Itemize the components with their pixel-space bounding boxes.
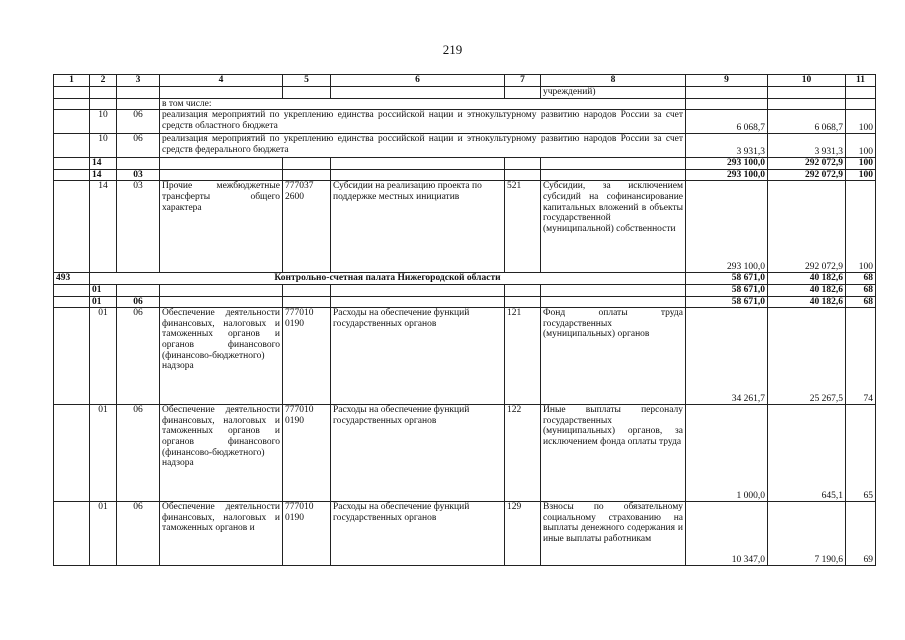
table-row — [54, 296, 876, 308]
cell-plan: 58 671,0 — [686, 273, 768, 285]
cell-plan: 34 261,7 — [686, 308, 768, 405]
cell-percent: 74 — [846, 308, 876, 405]
cell-percent: 69 — [846, 502, 876, 566]
budget-table — [53, 74, 876, 566]
cont-c8: учреждений) — [541, 87, 686, 99]
cell-percent: 100 — [846, 158, 876, 170]
header-cell: 8 — [541, 75, 686, 87]
cell-target-name: Расходы на обеспечение функций государственных органов — [331, 502, 505, 566]
cell-percent: 68 — [846, 284, 876, 296]
header-cell: 5 — [283, 75, 331, 87]
cell-actual: 292 072,9 — [768, 158, 846, 170]
cell-actual: 40 182,6 — [768, 296, 846, 308]
cell-percent: 65 — [846, 405, 876, 502]
cell-subsection: 03 — [117, 169, 160, 181]
cell-target-code: 777010 0190 — [283, 308, 331, 405]
ministry-title: Контрольно-счетная палата Нижегородской области — [90, 273, 686, 285]
cell-plan: 293 100,0 — [686, 158, 768, 170]
cell-subsection: 06 — [117, 405, 160, 502]
cell-plan: 58 671,0 — [686, 296, 768, 308]
cell-expense-code: 122 — [505, 405, 541, 502]
cell-section-name: Прочие межбюджетные трансферты общего характера — [160, 181, 283, 273]
cell-expense-name: Иные выплаты персоналу государственных (муниципальных) органов, за исключением фонда оплаты труда — [541, 405, 686, 502]
cell-actual: 3 931,3 — [768, 134, 846, 158]
cell-expense-name: Фонд оплаты труда государственных (муниципальных) органов — [541, 308, 686, 405]
table-row — [54, 134, 876, 158]
cell-expense-code: 129 — [505, 502, 541, 566]
cell-section: 10 — [90, 134, 117, 158]
cell-target-name: Расходы на обеспечение функций государственных органов — [331, 405, 505, 502]
cell-subsection: 06 — [117, 134, 160, 158]
cell-subsection: 06 — [117, 296, 160, 308]
header-cell: 11 — [846, 75, 876, 87]
including-label: в том числе: — [160, 98, 686, 110]
cell-plan: 293 100,0 — [686, 181, 768, 273]
cell-actual: 40 182,6 — [768, 284, 846, 296]
cell-section-name: Обеспечение деятельности финансовых, налоговых и таможенных органов и органов финансового (финансово-бюджетного) надзора — [160, 405, 283, 502]
cell-expense-name: Взносы по обязательному социальному страхованию на выплаты денежного содержания и иные выплаты работникам — [541, 502, 686, 566]
cell-expense-code: 521 — [505, 181, 541, 273]
cell-percent: 68 — [846, 296, 876, 308]
header-cell: 1 — [54, 75, 90, 87]
header-cell: 3 — [117, 75, 160, 87]
table-row — [54, 405, 876, 502]
cell-section: 14 — [90, 169, 117, 181]
table-row — [54, 308, 876, 405]
cell-percent: 68 — [846, 273, 876, 285]
table-row — [54, 181, 876, 273]
cell-target-name: Расходы на обеспечение функций государственных органов — [331, 308, 505, 405]
table-row — [54, 110, 876, 134]
cell-section-name: Обеспечение деятельности финансовых, налоговых и таможенных органов и — [160, 502, 283, 566]
header-cell: 6 — [331, 75, 505, 87]
continuation-row — [54, 87, 876, 99]
cell-plan: 58 671,0 — [686, 284, 768, 296]
cell-section: 10 — [90, 110, 117, 134]
cell-percent: 100 — [846, 169, 876, 181]
cell-expense-name: Субсидии, за исключением субсидий на софинансирование капитальных вложений в объекты государственной (муниципальной) собственности — [541, 181, 686, 273]
cell-plan: 1 000,0 — [686, 405, 768, 502]
cell-actual: 645,1 — [768, 405, 846, 502]
cell-section: 01 — [90, 405, 117, 502]
table-row — [54, 158, 876, 170]
cell-section: 14 — [90, 158, 117, 170]
cell-actual: 7 190,6 — [768, 502, 846, 566]
cell-target-code: 777010 0190 — [283, 405, 331, 502]
cell-section-name: Обеспечение деятельности финансовых, налоговых и таможенных органов и органов финансового (финансово-бюджетного) надзора — [160, 308, 283, 405]
cell-section: 01 — [90, 296, 117, 308]
cell-expense-code: 121 — [505, 308, 541, 405]
cell-percent: 100 — [846, 134, 876, 158]
cell-target-code: 777037 2600 — [283, 181, 331, 273]
cell-percent: 100 — [846, 110, 876, 134]
header-row — [54, 75, 876, 87]
table-row — [54, 502, 876, 566]
header-cell: 7 — [505, 75, 541, 87]
cell-percent: 100 — [846, 181, 876, 273]
cell-actual: 25 267,5 — [768, 308, 846, 405]
cell-section: 14 — [90, 181, 117, 273]
cell-subsection: 03 — [117, 181, 160, 273]
cell-actual: 40 182,6 — [768, 273, 846, 285]
cell-actual: 6 068,7 — [768, 110, 846, 134]
cell-plan: 10 347,0 — [686, 502, 768, 566]
cell-subsection: 06 — [117, 502, 160, 566]
cell-plan: 6 068,7 — [686, 110, 768, 134]
cell-section: 01 — [90, 308, 117, 405]
row-description: реализация мероприятий по укреплению единства российской нации и этнокультурному развитию народов России за счет средств федерального бюджета — [160, 134, 686, 158]
cell-subsection: 06 — [117, 308, 160, 405]
row-description: реализация мероприятий по укреплению единства российской нации и этнокультурному развитию народов России за счет средств областного бюджета — [160, 110, 686, 134]
cell-subsection: 06 — [117, 110, 160, 134]
header-cell: 9 — [686, 75, 768, 87]
including-row — [54, 98, 876, 110]
cell-section: 01 — [90, 284, 117, 296]
cell-target-code: 777010 0190 — [283, 502, 331, 566]
page-number: 219 — [442, 42, 463, 57]
cell-ministry-code: 493 — [54, 273, 90, 285]
cell-section: 01 — [90, 502, 117, 566]
cell-plan: 293 100,0 — [686, 169, 768, 181]
cell-plan: 3 931,3 — [686, 134, 768, 158]
table-row — [54, 284, 876, 296]
header-cell: 2 — [90, 75, 117, 87]
header-cell: 4 — [160, 75, 283, 87]
header-cell: 10 — [768, 75, 846, 87]
cell-actual: 292 072,9 — [768, 169, 846, 181]
cell-target-name: Субсидии на реализацию проекта по поддержке местных инициатив — [331, 181, 505, 273]
table-row — [54, 273, 876, 285]
cell-actual: 292 072,9 — [768, 181, 846, 273]
table-row — [54, 169, 876, 181]
